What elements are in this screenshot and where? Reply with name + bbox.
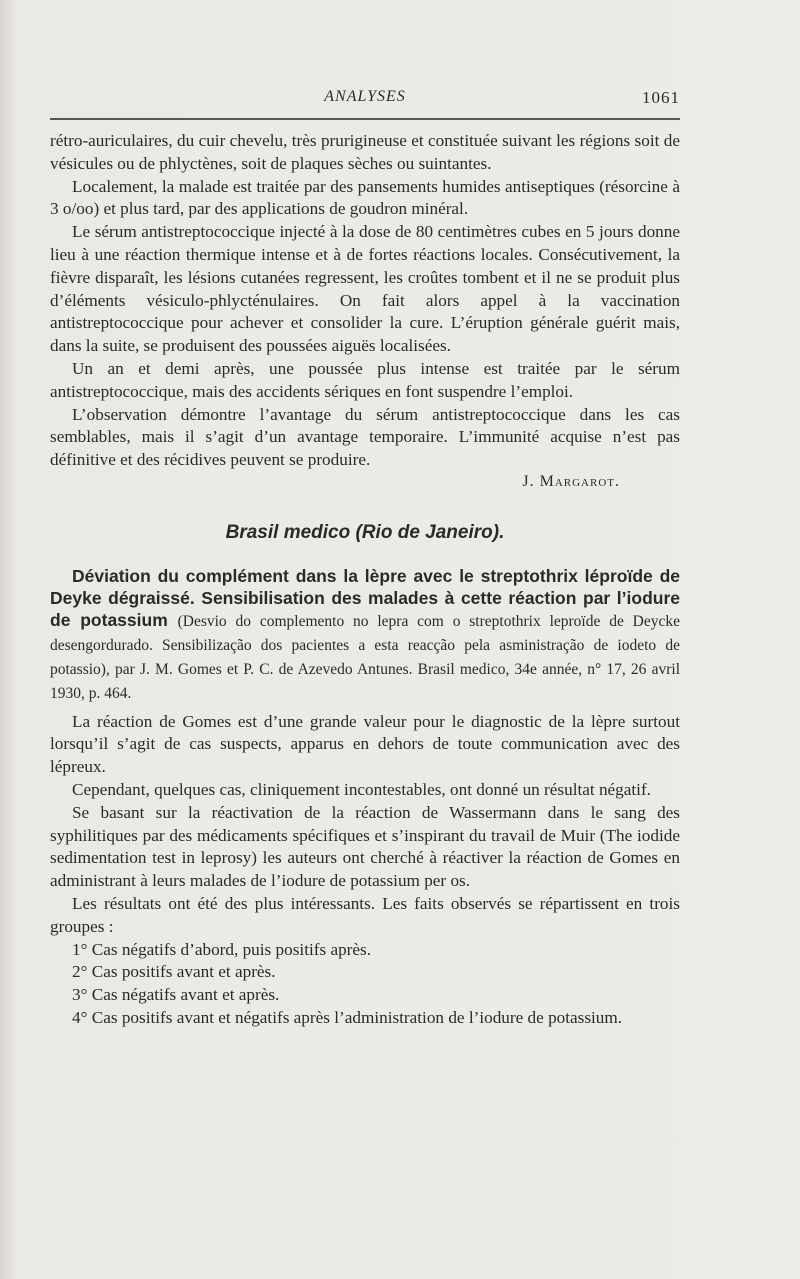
review2-list-item: 2° Cas positifs avant et après. xyxy=(72,962,276,982)
article-title-block xyxy=(50,565,680,705)
article-reference: (Desvio do complemento no lepra com o streptothrix leproïde de Deycke desengordurado. Sensibilização dos pacientes a esta reacção pela asministração de iodeto de potassio), par J. M. Gomes et P. C. de Azevedo Antunes. Brasil medico, 34e année, n° 17, 26 avril 1930, p. 464. xyxy=(50,612,680,702)
review2-paragraph: Se basant sur la réactivation de la réaction de Wassermann dans le sang des syphilitiques par des médicaments spécifiques et s’inspirant du travail de Muir (The iodide sedimentation test in leprosy) les auteurs ont cherché à réactiver la réaction de Gomes en administrant à leurs malades de l’iodure de potassium per os. xyxy=(50,802,680,891)
review2-paragraph: Les résultats ont été des plus intéressants. Les faits observés se répartissent en trois groupes : xyxy=(50,893,680,936)
header-rule xyxy=(50,118,680,120)
review2-paragraph: La réaction de Gomes est d’une grande valeur pour le diagnostic de la lèpre surtout lorsqu’il s’agit de cas suspects, apparus en dehors de toute communication avec des lépreux. xyxy=(50,711,680,777)
review2-paragraph: Cependant, quelques cas, cliniquement incontestables, ont donné un résultat négatif. xyxy=(72,779,651,799)
review1-paragraph: Le sérum antistreptococcique injecté à la dose de 80 centimètres cubes en 5 jours donne lieu à une réaction thermique intense et à de fortes réactions locales. Consécutivement, la fièvre disparaît, les lésions cutanées regressent, les croûtes tombent et il ne se produit plus d’éléments vésiculo-phlycténulaires. On fait alors appel à la vaccination antistreptococcique pour achever et consolider la cure. L’éruption générale guérit mais, dans la suite, se produisent des poussées aiguës localisées. xyxy=(50,222,680,356)
review1-paragraph: Un an et demi après, une poussée plus intense est traitée par le sérum antistreptococcique, mais des accidents sériques en font suspendre l’emploi. xyxy=(50,358,680,401)
review1-paragraph: rétro-auriculaires, du cuir chevelu, très prurigineuse et constituée suivant les régions soit de vésicules ou de phlyctènes, soit de plaques sèches ou suintantes. xyxy=(50,131,680,173)
author-signature: J. Margarot. xyxy=(522,472,620,490)
running-title: ANALYSES xyxy=(324,88,406,105)
page-header xyxy=(50,88,680,112)
review1-paragraph: Localement, la malade est traitée par des pansements humides antiseptiques (résorcine à 3 o/oo) et plus tard, par des applications de goudron minéral. xyxy=(50,176,680,219)
review2-list-item: 4° Cas positifs avant et négatifs après l’administration de l’iodure de potassium. xyxy=(72,1007,623,1027)
article-title: Déviation du complément dans la lèpre avec le streptothrix léproïde de Deyke dégraissé. Sensibilisation des malades à cette réaction par l’iodure de potassium xyxy=(50,565,680,630)
review2-list-item: 1° Cas négatifs d’abord, puis positifs après. xyxy=(72,939,372,959)
page-number: 1061 xyxy=(642,88,680,107)
page-body xyxy=(50,130,680,1030)
review2-list-item: 3° Cas négatifs avant et après. xyxy=(72,985,280,1005)
journal-heading: Brasil medico (Rio de Janeiro). xyxy=(225,521,505,543)
review1-paragraph: L’observation démontre l’avantage du sérum antistreptococcique dans les cas semblables, mais il s’agit d’un avantage temporaire. L’immunité acquise n’est pas définitive et des récidives peuvent se produire. xyxy=(50,404,680,470)
